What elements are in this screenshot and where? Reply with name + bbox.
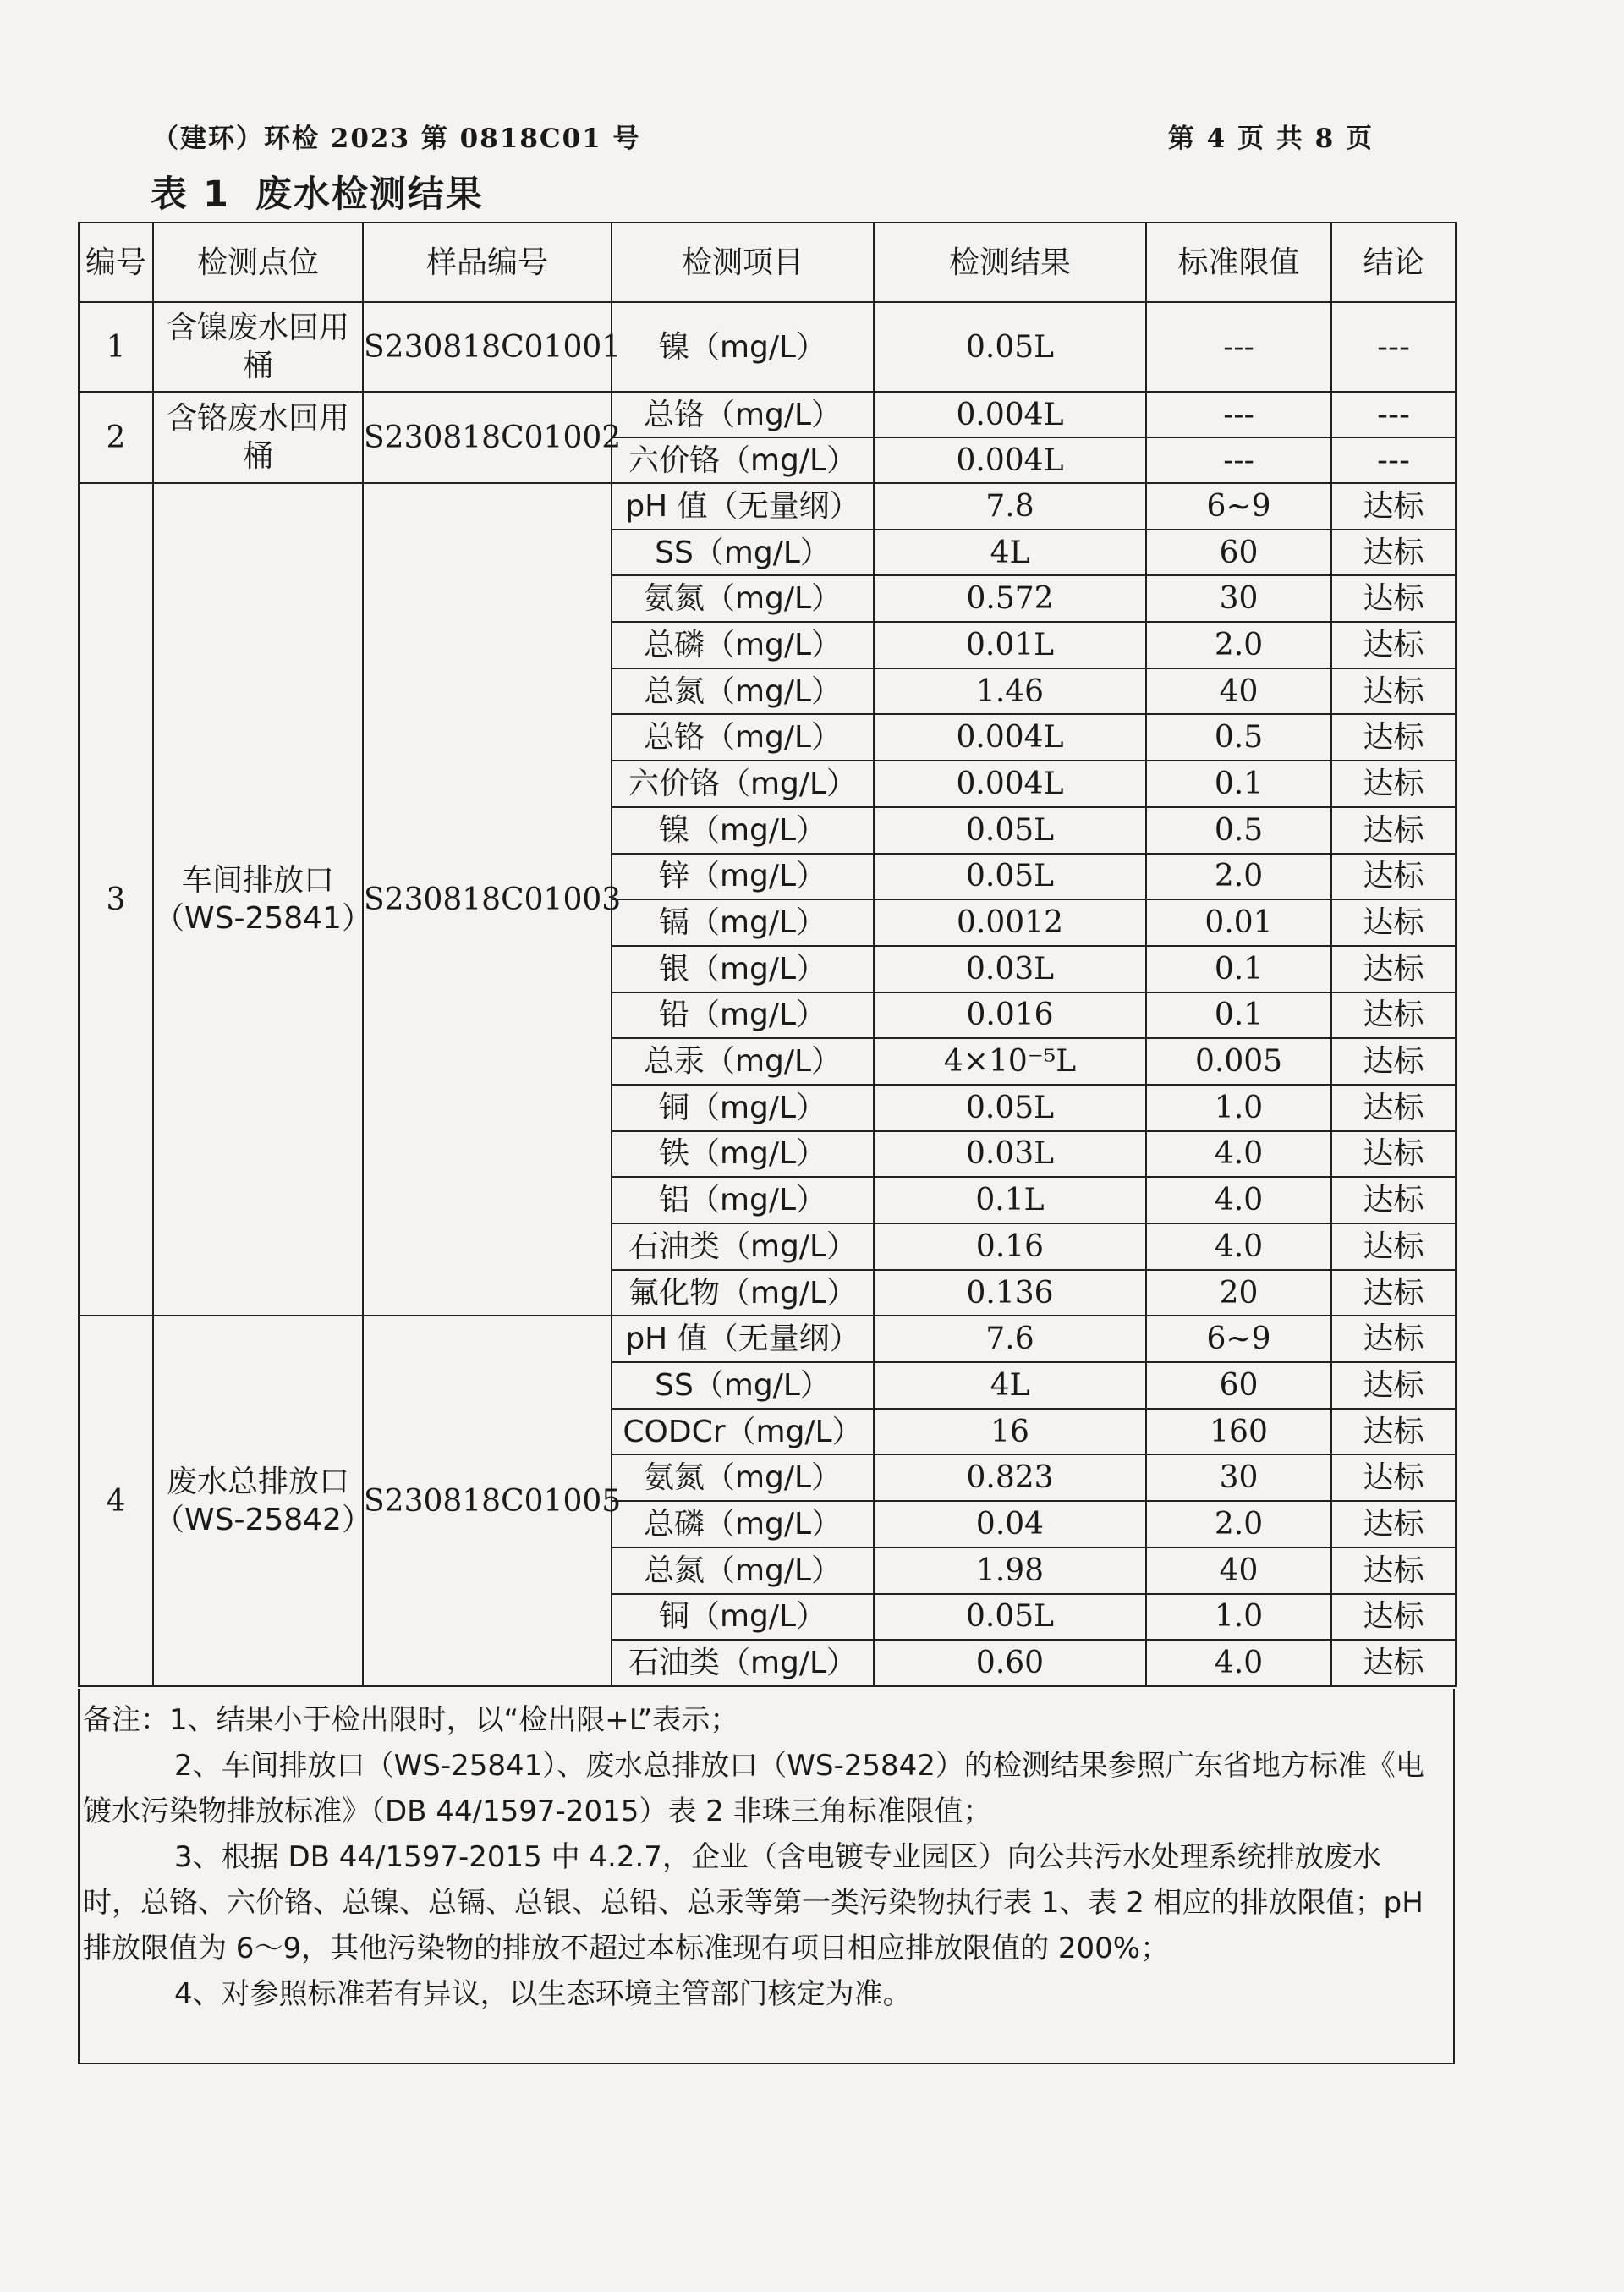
cell-conclusion: 达标 <box>1331 1362 1456 1409</box>
cell-result: 16 <box>874 1409 1146 1455</box>
cell-location: 含镍废水回用桶 <box>153 302 363 392</box>
cell-result: 4×10⁻⁵L <box>874 1038 1146 1085</box>
cell-test-item: 总汞（mg/L） <box>612 1038 874 1085</box>
col-header-result: 检测结果 <box>874 223 1146 302</box>
cell-conclusion: 达标 <box>1331 1316 1456 1362</box>
cell-limit: --- <box>1146 302 1331 392</box>
cell-conclusion: 达标 <box>1331 1223 1456 1270</box>
cell-conclusion: 达标 <box>1331 899 1456 946</box>
cell-sample-id: S230818C01003 <box>363 483 612 1316</box>
cell-test-item: 铝（mg/L） <box>612 1177 874 1223</box>
cell-test-item: 总氮（mg/L） <box>612 1547 874 1594</box>
cell-conclusion: 达标 <box>1331 1454 1456 1501</box>
cell-test-item: 总铬（mg/L） <box>612 714 874 761</box>
cell-conclusion: 达标 <box>1331 946 1456 992</box>
cell-limit: 4.0 <box>1146 1223 1331 1270</box>
cell-location: 废水总排放口（WS-25842） <box>153 1316 363 1686</box>
table-title <box>151 166 484 217</box>
cell-conclusion: 达标 <box>1331 1038 1456 1085</box>
cell-test-item: 镍（mg/L） <box>612 302 874 392</box>
cell-limit: 1.0 <box>1146 1594 1331 1641</box>
notes-section <box>78 1689 1455 2064</box>
cell-result: 0.05L <box>874 1085 1146 1131</box>
cell-conclusion: --- <box>1331 302 1456 392</box>
table-number: 表 1 <box>151 173 230 216</box>
cell-test-item: SS（mg/L） <box>612 530 874 576</box>
cell-limit: 60 <box>1146 530 1331 576</box>
cell-limit: 30 <box>1146 575 1331 622</box>
cell-conclusion: 达标 <box>1331 483 1456 530</box>
cell-result: 0.823 <box>874 1454 1146 1501</box>
cell-conclusion: 达标 <box>1331 854 1456 900</box>
note-1: 备注：1、结果小于检出限时，以“检出限+L”表示； <box>83 1703 739 1737</box>
cell-test-item: 总磷（mg/L） <box>612 1501 874 1547</box>
cell-location: 车间排放口（WS-25841） <box>153 483 363 1316</box>
cell-location: 含铬废水回用桶 <box>153 392 363 483</box>
cell-result: 0.16 <box>874 1223 1146 1270</box>
col-header-item: 检测项目 <box>612 223 874 302</box>
cell-test-item: 镉（mg/L） <box>612 899 874 946</box>
cell-conclusion: 达标 <box>1331 992 1456 1039</box>
cell-test-item: 总氮（mg/L） <box>612 668 874 715</box>
col-header-limit: 标准限值 <box>1146 223 1331 302</box>
cell-result: 0.05L <box>874 1594 1146 1641</box>
cell-result: 0.04 <box>874 1501 1146 1547</box>
cell-group-number: 3 <box>79 483 153 1316</box>
cell-test-item: 总磷（mg/L） <box>612 622 874 668</box>
cell-conclusion: 达标 <box>1331 1547 1456 1594</box>
cell-result: 7.6 <box>874 1316 1146 1362</box>
cell-test-item: 铅（mg/L） <box>612 992 874 1039</box>
cell-conclusion: 达标 <box>1331 1409 1456 1455</box>
cell-test-item: pH 值（无量纲） <box>612 483 874 530</box>
cell-limit: 1.0 <box>1146 1085 1331 1131</box>
col-header-no: 编号 <box>79 223 153 302</box>
cell-test-item: 铜（mg/L） <box>612 1594 874 1641</box>
cell-result: 7.8 <box>874 483 1146 530</box>
cell-conclusion: 达标 <box>1331 761 1456 807</box>
cell-result: 0.004L <box>874 437 1146 483</box>
cell-result: 0.016 <box>874 992 1146 1039</box>
cell-test-item: 氨氮（mg/L） <box>612 575 874 622</box>
table-row <box>79 302 1456 392</box>
cell-limit: 0.01 <box>1146 899 1331 946</box>
cell-conclusion: 达标 <box>1331 1640 1456 1686</box>
cell-test-item: 六价铬（mg/L） <box>612 761 874 807</box>
cell-limit: --- <box>1146 392 1331 437</box>
cell-limit: 4.0 <box>1146 1131 1331 1178</box>
cell-result: 1.46 <box>874 668 1146 715</box>
cell-test-item: 石油类（mg/L） <box>612 1223 874 1270</box>
cell-group-number: 2 <box>79 392 153 483</box>
cell-conclusion: 达标 <box>1331 1501 1456 1547</box>
page-info: 第 4 页 共 8 页 <box>1167 124 1374 154</box>
cell-conclusion: 达标 <box>1331 575 1456 622</box>
cell-limit: 0.1 <box>1146 946 1331 992</box>
cell-result: 0.004L <box>874 392 1146 437</box>
note-2: 2、车间排放口（WS-25841）、废水总排放口（WS-25842）的检测结果参照广东省地方标准《电镀水污染物排放标准》（DB 44/1597-2015）表 2 非珠三角标准限值； <box>83 1749 1424 1828</box>
cell-limit: 4.0 <box>1146 1640 1331 1686</box>
cell-limit: 0.005 <box>1146 1038 1331 1085</box>
cell-limit: 2.0 <box>1146 854 1331 900</box>
cell-conclusion: --- <box>1331 437 1456 483</box>
cell-result: 4L <box>874 530 1146 576</box>
table-body <box>79 302 1456 1686</box>
cell-test-item: 锌（mg/L） <box>612 854 874 900</box>
cell-test-item: 氨氮（mg/L） <box>612 1454 874 1501</box>
cell-limit: 0.5 <box>1146 807 1331 854</box>
table-name: 废水检测结果 <box>255 173 484 216</box>
cell-test-item: 石油类（mg/L） <box>612 1640 874 1686</box>
cell-conclusion: 达标 <box>1331 1594 1456 1641</box>
cell-limit: 6~9 <box>1146 483 1331 530</box>
col-header-sample: 样品编号 <box>363 223 612 302</box>
cell-result: 0.05L <box>874 854 1146 900</box>
cell-result: 0.0012 <box>874 899 1146 946</box>
cell-result: 0.01L <box>874 622 1146 668</box>
report-number: （建环）环检 2023 第 0818C01 号 <box>152 124 641 154</box>
cell-limit: 6~9 <box>1146 1316 1331 1362</box>
cell-limit: 0.1 <box>1146 761 1331 807</box>
cell-result: 0.03L <box>874 1131 1146 1178</box>
cell-limit: 2.0 <box>1146 1501 1331 1547</box>
cell-limit: 0.1 <box>1146 992 1331 1039</box>
cell-conclusion: 达标 <box>1331 714 1456 761</box>
cell-conclusion: 达标 <box>1331 1177 1456 1223</box>
cell-test-item: 氟化物（mg/L） <box>612 1270 874 1316</box>
cell-result: 0.572 <box>874 575 1146 622</box>
note-4: 4、对参照标准若有异议，以生态环境主管部门核定为准。 <box>174 1977 912 2011</box>
cell-test-item: 总铬（mg/L） <box>612 392 874 437</box>
table-row <box>79 483 1456 530</box>
table-header-row <box>79 223 1456 302</box>
col-header-conclusion: 结论 <box>1331 223 1456 302</box>
wastewater-results-table <box>78 222 1457 1687</box>
cell-result: 4L <box>874 1362 1146 1409</box>
cell-limit: 160 <box>1146 1409 1331 1455</box>
cell-group-number: 4 <box>79 1316 153 1686</box>
cell-limit: --- <box>1146 437 1331 483</box>
cell-limit: 60 <box>1146 1362 1331 1409</box>
cell-test-item: pH 值（无量纲） <box>612 1316 874 1362</box>
cell-limit: 2.0 <box>1146 622 1331 668</box>
cell-conclusion: 达标 <box>1331 807 1456 854</box>
cell-test-item: CODCr（mg/L） <box>612 1409 874 1455</box>
cell-conclusion: 达标 <box>1331 530 1456 576</box>
cell-test-item: 银（mg/L） <box>612 946 874 992</box>
table-row <box>79 1316 1456 1362</box>
cell-sample-id: S230818C01002 <box>363 392 612 483</box>
cell-limit: 4.0 <box>1146 1177 1331 1223</box>
cell-test-item: 六价铬（mg/L） <box>612 437 874 483</box>
cell-test-item: 铁（mg/L） <box>612 1131 874 1178</box>
cell-sample-id: S230818C01001 <box>363 302 612 392</box>
cell-result: 1.98 <box>874 1547 1146 1594</box>
cell-conclusion: 达标 <box>1331 622 1456 668</box>
cell-conclusion: 达标 <box>1331 1085 1456 1131</box>
cell-result: 0.136 <box>874 1270 1146 1316</box>
cell-test-item: SS（mg/L） <box>612 1362 874 1409</box>
cell-conclusion: --- <box>1331 392 1456 437</box>
cell-conclusion: 达标 <box>1331 668 1456 715</box>
cell-limit: 30 <box>1146 1454 1331 1501</box>
cell-conclusion: 达标 <box>1331 1270 1456 1316</box>
cell-result: 0.60 <box>874 1640 1146 1686</box>
cell-result: 0.05L <box>874 302 1146 392</box>
cell-sample-id: S230818C01005 <box>363 1316 612 1686</box>
cell-result: 0.03L <box>874 946 1146 992</box>
col-header-location: 检测点位 <box>153 223 363 302</box>
cell-limit: 0.5 <box>1146 714 1331 761</box>
cell-limit: 40 <box>1146 1547 1331 1594</box>
cell-result: 0.004L <box>874 761 1146 807</box>
cell-result: 0.05L <box>874 807 1146 854</box>
page-header <box>152 117 1374 155</box>
cell-group-number: 1 <box>79 302 153 392</box>
cell-result: 0.1L <box>874 1177 1146 1223</box>
table-row <box>79 392 1456 437</box>
cell-test-item: 镍（mg/L） <box>612 807 874 854</box>
cell-result: 0.004L <box>874 714 1146 761</box>
cell-limit: 20 <box>1146 1270 1331 1316</box>
note-3: 3、根据 DB 44/1597-2015 中 4.2.7，企业（含电镀专业园区）向公共污水处理系统排放废水时，总铬、六价铬、总镍、总镉、总银、总铅、总汞等第一类污染物执行表 1、表 2 相应的排放限值；pH 排放限值为 6～9，其他污染物的排放不超过本标准现有项目相应排放限值的 200%； <box>83 1840 1424 1965</box>
cell-test-item: 铜（mg/L） <box>612 1085 874 1131</box>
cell-conclusion: 达标 <box>1331 1131 1456 1178</box>
cell-limit: 40 <box>1146 668 1331 715</box>
